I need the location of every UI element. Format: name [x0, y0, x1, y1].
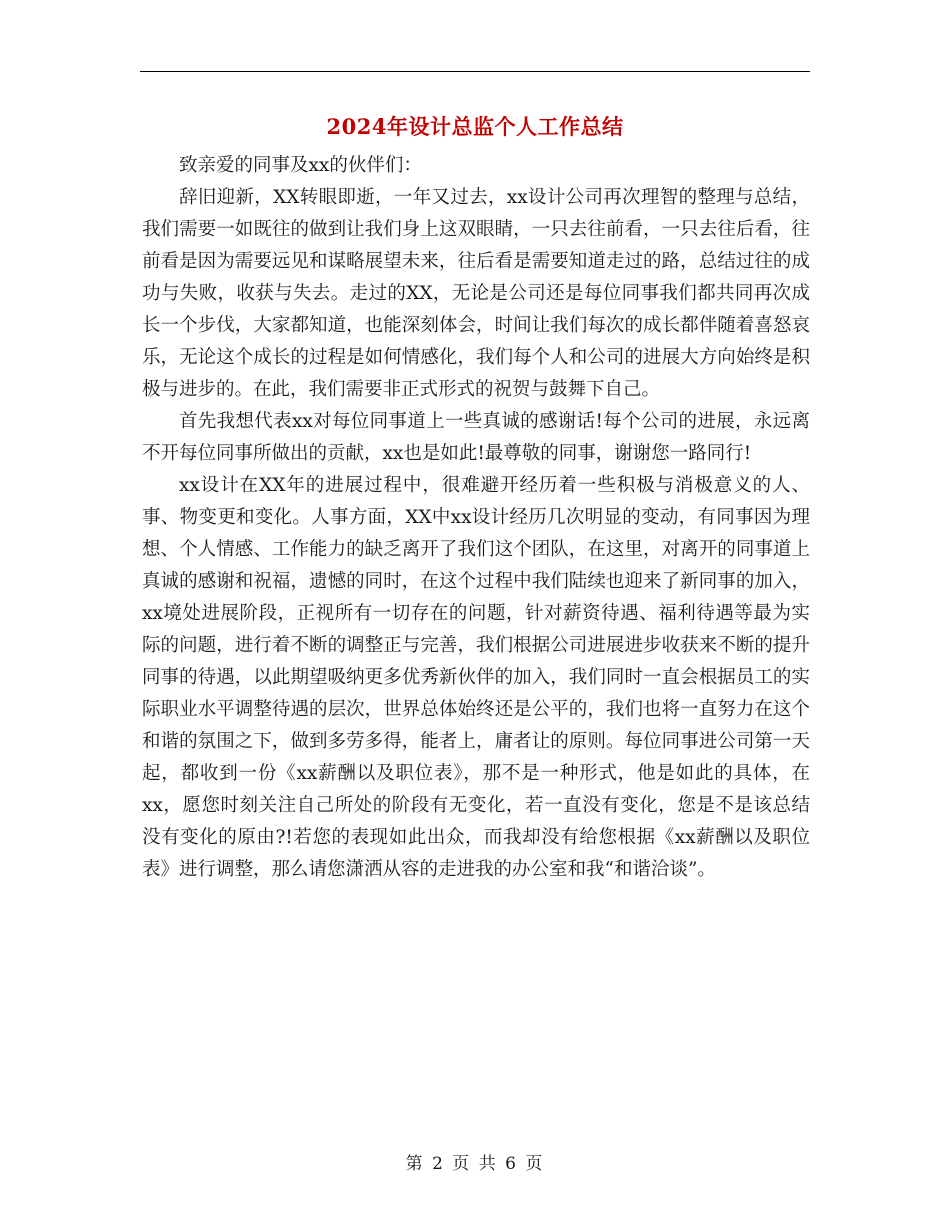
document-title: 2024年设计总监个人工作总结 [326, 114, 624, 139]
header-rule [140, 71, 810, 72]
document-body [142, 150, 810, 886]
paragraph-thanks: 首先我想代表xx对每位同事道上一些真诚的感谢话!每个公司的进展，永远离不开每位同事所做出的贡献，xx也是如此!最尊敬的同事，谢谢您一路同行! [142, 411, 810, 464]
page-number: 第 2 页 共 6 页 [405, 1154, 545, 1174]
paragraph-intro: 辞旧迎新，XX转眼即逝，一年又过去，xx设计公司再次理智的整理与总结，我们需要一如既往的做到让我们身上这双眼睛，一只去往前看，一只去往后看，往前看是因为需要远见和谋略展望未来，往后看是需要知道走过的路，总结过往的成功与失败，收获与失去。走过的XX，无论是公司还是每位同事我们都共同再次成长一个步伐，大家都知道，也能深刻体会，时间让我们每次的成长都伴随着喜怒哀乐，无论这个成长的过程是如何情感化，我们每个人和公司的进展大方向始终是积极与进步的。在此，我们需要非正式形式的祝贺与鼓舞下自己。 [142, 187, 810, 400]
paragraph-salutation: 致亲爱的同事及xx的伙伴们： [179, 155, 422, 176]
paragraph-development: xx设计在XX年的进展过程中，很难避开经历着一些积极与消极意义的人、事、物变更和变化。人事方面，XX中xx设计经历几次明显的变动，有同事因为理想、个人情感、工作能力的缺乏离开了我们这个团队，在这里，对离开的同事道上真诚的感谢和祝福，遗憾的同时，在这个过程中我们陆续也迎来了新同事的加入，xx境处进展阶段，正视所有一切存在的问题，针对薪资待遇、福利待遇等最为实际的问题，进行着不断的调整正与完善，我们根据公司进展进步收获来不断的提升同事的待遇，以此期望吸纳更多优秀新伙伴的加入，我们同时一直会根据员工的实际职业水平调整待遇的层次，世界总体始终还是公平的，我们也将一直努力在这个和谐的氛围之下，做到多劳多得，能者上，庸者让的原则。每位同事进公司第一天起，都收到一份《xx薪酬以及职位表》，那不是一种形式，他是如此的具体，在xx，愿您时刻关注自己所处的阶段有无变化，若一直没有变化，您是不是该总结没有变化的原由?!若您的表现如此出众，而我却没有给您根据《xx薪酬以及职位表》进行调整，那么请您潇洒从容的走进我的办公室和我“和谐洽谈”。 [142, 475, 810, 880]
